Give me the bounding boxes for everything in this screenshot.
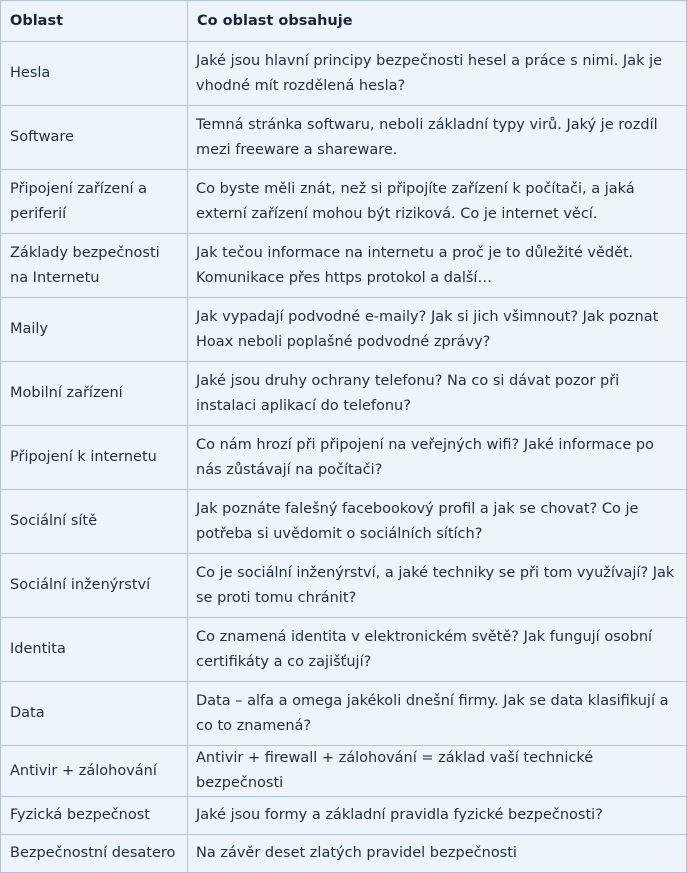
description-cell: Jak poznáte falešný facebookový profil a jak se chovat? Co je potřeba si uvědomit o sociálních sítích? [188, 490, 687, 554]
table-row [1, 42, 687, 106]
table-row [1, 554, 687, 618]
description-cell: Co je sociální inženýrství, a jaké techniky se při tom využívají? Jak se proti tomu chránit? [188, 554, 687, 618]
area-cell: Maily [1, 298, 188, 362]
area-cell: Identita [1, 618, 188, 682]
area-cell: Data [1, 682, 188, 746]
table-row [1, 618, 687, 682]
area-cell: Fyzická bezpečnost [1, 797, 188, 835]
table-row [1, 835, 687, 873]
table-row [1, 682, 687, 746]
description-cell: Jak tečou informace na internetu a proč je to důležité vědět. Komunikace přes https protokol a další… [188, 234, 687, 298]
area-cell: Připojení zařízení a periferií [1, 170, 188, 234]
description-cell: Jak vypadají podvodné e-maily? Jak si jich všimnout? Jak poznat Hoax neboli poplašné podvodné zprávy? [188, 298, 687, 362]
area-cell: Sociální inženýrství [1, 554, 188, 618]
description-cell: Data – alfa a omega jakékoli dnešní firmy. Jak se data klasifikují a co to znamená? [188, 682, 687, 746]
area-cell: Připojení k internetu [1, 426, 188, 490]
description-cell: Na závěr deset zlatých pravidel bezpečnosti [188, 835, 687, 873]
area-cell: Sociální sítě [1, 490, 188, 554]
table-row [1, 298, 687, 362]
table-header-row [1, 1, 687, 42]
table-row [1, 362, 687, 426]
column-header-content: Co oblast obsahuje [188, 1, 687, 42]
table-row [1, 106, 687, 170]
description-cell: Temná stránka softwaru, neboli základní typy virů. Jaký je rozdíl mezi freeware a shareware. [188, 106, 687, 170]
area-cell: Základy bezpečnosti na Internetu [1, 234, 188, 298]
area-cell: Mobilní zařízení [1, 362, 188, 426]
description-cell: Antivir + firewall + zálohování = základ vaší technické bezpečnosti [188, 746, 687, 797]
description-cell: Jaké jsou formy a základní pravidla fyzické bezpečnosti? [188, 797, 687, 835]
table-row [1, 797, 687, 835]
description-cell: Co znamená identita v elektronickém světě? Jak fungují osobní certifikáty a co zajišťují? [188, 618, 687, 682]
area-cell: Software [1, 106, 188, 170]
description-cell: Jaké jsou hlavní principy bezpečnosti hesel a práce s nimi. Jak je vhodné mít rozdělená hesla? [188, 42, 687, 106]
area-cell: Bezpečnostní desatero [1, 835, 188, 873]
description-cell: Jaké jsou druhy ochrany telefonu? Na co si dávat pozor při instalaci aplikací do telefonu? [188, 362, 687, 426]
table-row [1, 426, 687, 490]
area-cell: Antivir + zálohování [1, 746, 188, 797]
table-row [1, 490, 687, 554]
table-row [1, 234, 687, 298]
table-row [1, 746, 687, 797]
description-cell: Co nám hrozí při připojení na veřejných wifi? Jaké informace po nás zůstávají na počítači? [188, 426, 687, 490]
column-header-area: Oblast [1, 1, 188, 42]
area-cell: Hesla [1, 42, 188, 106]
description-cell: Co byste měli znát, než si připojíte zařízení k počítači, a jaká externí zařízení mohou být riziková. Co je internet věcí. [188, 170, 687, 234]
table-row [1, 170, 687, 234]
